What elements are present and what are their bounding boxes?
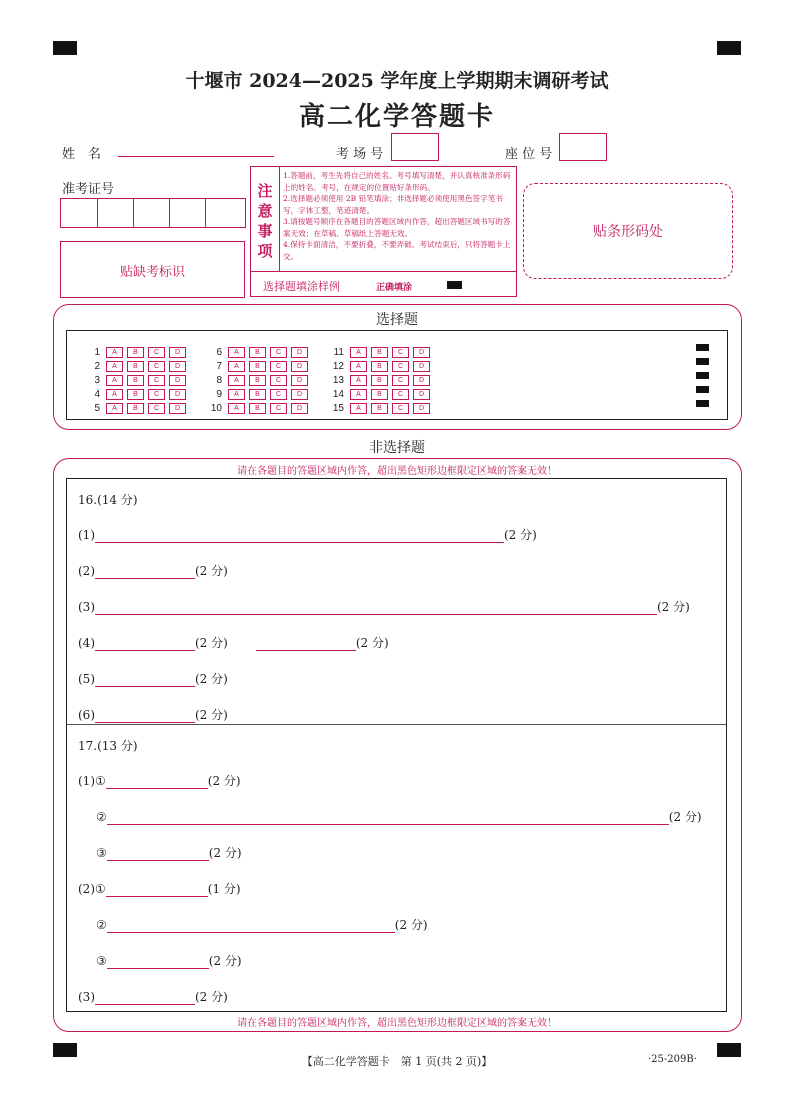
barcode-area xyxy=(523,183,733,279)
choice-bubble-8-a[interactable]: A xyxy=(228,375,245,386)
choice-bubble-12-b[interactable]: B xyxy=(371,361,388,372)
q16-part5-answer-line[interactable] xyxy=(95,674,195,687)
sync-mark xyxy=(696,358,709,365)
choice-question-number: 2 xyxy=(94,361,100,372)
choice-question-13 xyxy=(330,370,434,386)
choice-question-number: 7 xyxy=(216,361,222,372)
choice-bubble-6-d[interactable]: D xyxy=(291,347,308,358)
choice-bubble-12-d[interactable]: D xyxy=(413,361,430,372)
choice-bubble-10-d[interactable]: D xyxy=(291,403,308,414)
q17-part1c-answer-line[interactable] xyxy=(107,848,209,861)
q17-part1c-label: ③ xyxy=(96,846,107,860)
choice-bubble-7-d[interactable]: D xyxy=(291,361,308,372)
name-field[interactable] xyxy=(118,155,274,157)
choice-bubble-4-b[interactable]: B xyxy=(127,389,144,400)
choice-question-number: 15 xyxy=(332,403,344,414)
notice-heading-char: 意 xyxy=(257,202,273,220)
choice-bubble-11-b[interactable]: B xyxy=(371,347,388,358)
choice-bubble-12-a[interactable]: A xyxy=(350,361,367,372)
q17-part3-answer-line[interactable] xyxy=(95,992,195,1005)
q16-part4-answer-line-a[interactable] xyxy=(95,638,195,651)
choice-bubble-13-a[interactable]: A xyxy=(350,375,367,386)
choice-bubble-6-c[interactable]: C xyxy=(270,347,287,358)
answer-area-warning-top: 请在各题目的答题区域内作答，超出黑色矩形边框限定区域的答案无效！ xyxy=(237,466,557,477)
q16-part4-row xyxy=(78,634,389,650)
choice-bubble-13-c[interactable]: C xyxy=(392,375,409,386)
choice-bubble-2-d[interactable]: D xyxy=(169,361,186,372)
q16-part4-label: (4) xyxy=(78,636,95,650)
notice-heading xyxy=(251,167,280,271)
choice-question-10 xyxy=(208,398,312,414)
q16-part2-points: (2 分) xyxy=(195,564,228,578)
q16-part1-answer-line[interactable] xyxy=(95,530,504,543)
choice-bubble-4-a[interactable]: A xyxy=(106,389,123,400)
choice-bubble-13-d[interactable]: D xyxy=(413,375,430,386)
q17-part2a-row xyxy=(78,880,241,896)
q17-part3-points: (2 分) xyxy=(195,990,228,1004)
choice-question-3 xyxy=(86,370,190,386)
choice-bubble-3-c[interactable]: C xyxy=(148,375,165,386)
ticket-number-label: 准考证号 xyxy=(62,182,115,197)
q16-part5-label: (5) xyxy=(78,672,95,686)
sync-mark xyxy=(696,372,709,379)
choice-question-number: 3 xyxy=(94,375,100,386)
notice-text xyxy=(283,170,511,262)
q17-part2c-row xyxy=(96,952,242,968)
q17-part1a-answer-line[interactable] xyxy=(106,776,208,789)
q17-part2c-answer-line[interactable] xyxy=(107,956,209,969)
fill-sample-label: 选择题填涂样例 xyxy=(263,280,340,293)
choice-bubble-7-c[interactable]: C xyxy=(270,361,287,372)
choice-question-4 xyxy=(86,384,190,400)
q17-part1a-points: (2 分) xyxy=(207,774,241,788)
answer-area-warning-bottom: 请在各题目的答题区域内作答，超出黑色矩形边框限定区域的答案无效！ xyxy=(237,1018,557,1029)
seat-field[interactable] xyxy=(559,133,607,161)
choice-bubble-5-b[interactable]: B xyxy=(127,403,144,414)
choice-bubble-6-a[interactable]: A xyxy=(228,347,245,358)
q17-part2a-points: (1 分) xyxy=(207,882,241,896)
q16-part6-answer-line[interactable] xyxy=(95,710,195,723)
choice-bubble-7-a[interactable]: A xyxy=(228,361,245,372)
choice-bubble-11-c[interactable]: C xyxy=(392,347,409,358)
alignment-mark-top-right xyxy=(717,41,741,55)
choice-bubble-1-d[interactable]: D xyxy=(169,347,186,358)
choice-bubble-15-b[interactable]: B xyxy=(371,403,388,414)
q17-part1b-points: (2 分) xyxy=(668,810,702,824)
q17-part2b-answer-line[interactable] xyxy=(107,920,395,933)
choice-bubble-8-c[interactable]: C xyxy=(270,375,287,386)
absent-sticker-label: 贴缺考标识 xyxy=(119,265,185,280)
q16-part4-points-a: (2 分) xyxy=(195,636,228,650)
choice-bubble-9-d[interactable]: D xyxy=(291,389,308,400)
choice-question-12 xyxy=(330,356,434,372)
notice-panel xyxy=(250,166,517,297)
choice-question-9 xyxy=(208,384,312,400)
choice-question-8 xyxy=(208,370,312,386)
choice-bubble-15-a[interactable]: A xyxy=(350,403,367,414)
notice-heading-char: 事 xyxy=(257,222,273,240)
choice-question-number: 1 xyxy=(94,347,100,358)
q16-part1-row xyxy=(78,526,537,542)
choice-bubble-10-a[interactable]: A xyxy=(228,403,245,414)
q16-part4-answer-line-b[interactable] xyxy=(256,638,356,651)
page-footer: 【高二化学答题卡 第 1 页(共 2 页)】 xyxy=(301,1055,493,1068)
q17-part1c-points: (2 分) xyxy=(208,846,242,860)
page-title: 高二化学答题卡 xyxy=(298,102,495,132)
q17-part2c-label: ③ xyxy=(96,954,107,968)
q17-part3-row xyxy=(78,988,228,1004)
name-label: 姓 名 xyxy=(62,147,102,162)
q16-part6-row xyxy=(78,706,228,722)
q16-part1-label: (1) xyxy=(78,528,95,542)
notice-heading-char: 注 xyxy=(257,182,273,200)
choice-bubble-14-a[interactable]: A xyxy=(350,389,367,400)
choice-question-number: 8 xyxy=(216,375,222,386)
correct-fill-label: 正确填涂 xyxy=(376,283,413,293)
q16-part2-label: (2) xyxy=(78,564,95,578)
q16-part4-points-b: (2 分) xyxy=(355,636,389,650)
choice-bubble-2-a[interactable]: A xyxy=(106,361,123,372)
choice-bubble-4-d[interactable]: D xyxy=(169,389,186,400)
choice-bubble-15-d[interactable]: D xyxy=(413,403,430,414)
choice-question-number: 6 xyxy=(216,347,222,358)
q17-part2a-label: (2)① xyxy=(78,882,106,896)
notice-item: 1.答题前，考生先将自己的姓名、考号填写清楚，并认真核准条形码上的姓名、考号，在规定的位置贴好条形码。 xyxy=(283,171,511,192)
choice-question-14 xyxy=(330,384,434,400)
choice-bubble-15-c[interactable]: C xyxy=(392,403,409,414)
choice-question-number: 14 xyxy=(332,389,344,400)
q16-part3-label: (3) xyxy=(78,600,95,614)
seat-label: 座 位 号 xyxy=(505,147,553,162)
choice-bubble-8-b[interactable]: B xyxy=(249,375,266,386)
nonchoice-section-title: 非选择题 xyxy=(369,440,425,456)
choice-bubble-6-b[interactable]: B xyxy=(249,347,266,358)
choice-bubble-2-c[interactable]: C xyxy=(148,361,165,372)
choice-bubble-2-b[interactable]: B xyxy=(127,361,144,372)
q17-part2b-row xyxy=(96,916,428,932)
sync-mark xyxy=(696,386,709,393)
choice-question-number: 5 xyxy=(94,403,100,414)
fill-sample-row xyxy=(251,271,516,297)
choice-bubble-3-a[interactable]: A xyxy=(106,375,123,386)
choice-bubble-8-d[interactable]: D xyxy=(291,375,308,386)
q17-part1a-row xyxy=(78,772,241,788)
notice-item: 4.保持卡面清洁，不要折叠，不要弄破。考试结束后，只将答题卡上交。 xyxy=(283,240,511,261)
notice-item: 2.选择题必须使用 2B 铅笔填涂；非选择题必须使用黑色签字笔书写，字体工整，笔迹清楚。 xyxy=(283,194,503,215)
q16-part5-points: (2 分) xyxy=(195,672,228,686)
q16-part6-points: (2 分) xyxy=(195,708,228,722)
choice-bubble-9-c[interactable]: C xyxy=(270,389,287,400)
choice-bubble-9-a[interactable]: A xyxy=(228,389,245,400)
choice-question-6 xyxy=(208,342,312,358)
choice-bubble-5-a[interactable]: A xyxy=(106,403,123,414)
choice-bubble-1-a[interactable]: A xyxy=(106,347,123,358)
question-divider xyxy=(67,724,726,725)
choice-bubble-5-c[interactable]: C xyxy=(148,403,165,414)
choice-bubble-9-b[interactable]: B xyxy=(249,389,266,400)
choice-question-number: 9 xyxy=(216,389,222,400)
q17-part2c-points: (2 分) xyxy=(208,954,242,968)
q17-part1b-answer-line[interactable] xyxy=(107,812,669,825)
choice-question-15 xyxy=(330,398,434,414)
choice-bubble-13-b[interactable]: B xyxy=(371,375,388,386)
q17-part2b-label: ② xyxy=(96,918,107,932)
choice-bubble-1-c[interactable]: C xyxy=(148,347,165,358)
choice-question-number: 10 xyxy=(210,403,222,414)
q16-part1-points: (2 分) xyxy=(504,528,537,542)
q16-part2-answer-line[interactable] xyxy=(95,566,195,579)
choice-bubble-14-c[interactable]: C xyxy=(392,389,409,400)
absent-sticker-area xyxy=(60,241,245,298)
choice-question-number: 11 xyxy=(333,347,344,358)
q16-part3-answer-line[interactable] xyxy=(95,602,657,615)
q17-part1b-label: ② xyxy=(96,810,107,824)
choice-question-1 xyxy=(86,342,190,358)
choice-bubble-10-c[interactable]: C xyxy=(270,403,287,414)
choice-question-7 xyxy=(208,356,312,372)
choice-question-number: 4 xyxy=(94,389,100,400)
sync-mark xyxy=(696,400,709,407)
choice-bubble-3-b[interactable]: B xyxy=(127,375,144,386)
choice-question-2 xyxy=(86,356,190,372)
q17-heading: 17.(13 分) xyxy=(78,739,138,753)
q17-part1a-label: (1)① xyxy=(78,774,106,788)
choice-bubble-7-b[interactable]: B xyxy=(249,361,266,372)
choice-bubble-10-b[interactable]: B xyxy=(249,403,266,414)
choice-bubble-11-d[interactable]: D xyxy=(413,347,430,358)
q17-part1b-row xyxy=(96,808,702,824)
q17-part2b-points: (2 分) xyxy=(394,918,428,932)
choice-bubble-5-d[interactable]: D xyxy=(169,403,186,414)
choice-question-11 xyxy=(330,342,434,358)
notice-heading-char: 项 xyxy=(257,242,273,260)
exam-room-field[interactable] xyxy=(391,133,439,161)
choice-bubble-14-b[interactable]: B xyxy=(371,389,388,400)
choice-bubble-3-d[interactable]: D xyxy=(169,375,186,386)
q17-part1c-row xyxy=(96,844,242,860)
q16-part3-row xyxy=(78,598,690,614)
choice-bubble-12-c[interactable]: C xyxy=(392,361,409,372)
q17-part3-label: (3) xyxy=(78,990,95,1004)
choice-bubble-14-d[interactable]: D xyxy=(413,389,430,400)
alignment-mark-top-left xyxy=(53,41,77,55)
choice-bubble-11-a[interactable]: A xyxy=(350,347,367,358)
choice-question-number: 12 xyxy=(332,361,344,372)
q16-part5-row xyxy=(78,670,228,686)
notice-item: 3.请按题号顺序在各题目的答题区域内作答，超出答题区域书写的答案无效；在草稿、草稿纸上答题无效。 xyxy=(283,217,511,238)
q16-part2-row xyxy=(78,562,228,578)
sync-mark xyxy=(696,344,709,351)
paper-code: ·25-209B· xyxy=(648,1054,697,1065)
choice-bubble-1-b[interactable]: B xyxy=(127,347,144,358)
choice-question-number: 13 xyxy=(332,375,344,386)
choice-bubble-4-c[interactable]: C xyxy=(148,389,165,400)
q16-heading: 16.(14 分) xyxy=(78,493,138,507)
exam-title: 十堰市 2024—2025 学年度上学期期末调研考试 xyxy=(185,70,609,92)
choice-section-title: 选择题 xyxy=(376,312,418,328)
q16-part3-points: (2 分) xyxy=(657,600,690,614)
choice-question-5 xyxy=(86,398,190,414)
exam-room-label: 考 场 号 xyxy=(336,147,384,162)
ticket-number-field[interactable] xyxy=(60,198,246,228)
q17-part2a-answer-line[interactable] xyxy=(106,884,208,897)
q16-part6-label: (6) xyxy=(78,708,95,722)
correct-fill-sample xyxy=(447,281,462,289)
barcode-label: 贴条形码处 xyxy=(593,224,663,240)
